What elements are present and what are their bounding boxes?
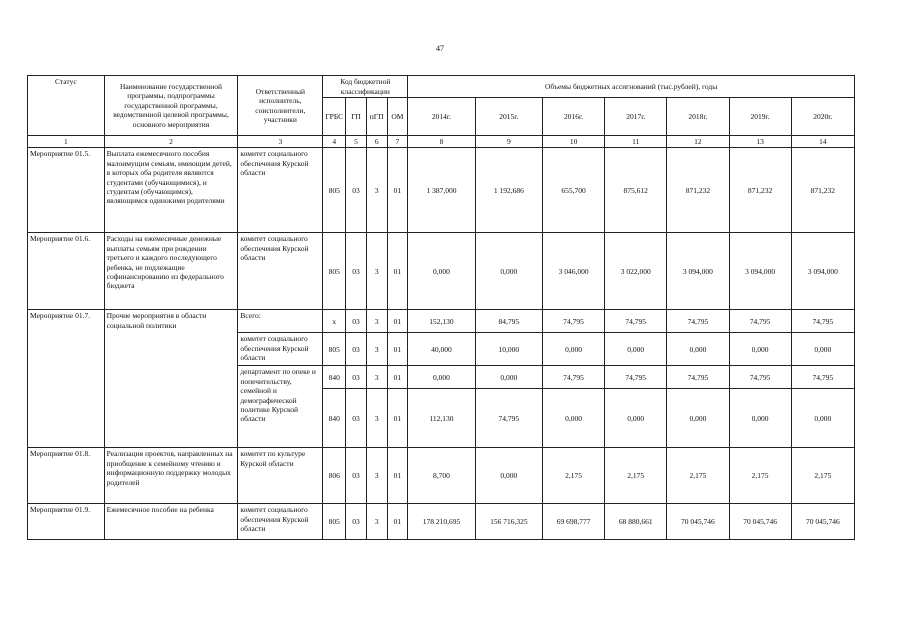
value-cell: 74,795 [791, 366, 854, 389]
header-code: ОМ [387, 98, 408, 136]
header-code: пГП [366, 98, 387, 136]
table-row [28, 310, 855, 333]
code-cell: 805 [323, 148, 346, 233]
header-status: Статус [28, 76, 105, 136]
value-cell: 875,612 [605, 148, 667, 233]
value-cell: 69 698,777 [542, 504, 604, 540]
column-number: 1 [28, 136, 105, 148]
value-cell: 8,700 [408, 448, 475, 504]
header-code: ГРБС [323, 98, 346, 136]
value-cell: 178 210,695 [408, 504, 475, 540]
row-status: Мероприятие 01.6. [28, 233, 105, 310]
code-cell: 3 [366, 148, 387, 233]
column-number: 13 [729, 136, 791, 148]
value-cell: 1 192,686 [475, 148, 542, 233]
column-number: 3 [238, 136, 323, 148]
header-code: ГП [346, 98, 367, 136]
value-cell: 70 045,746 [791, 504, 854, 540]
value-cell: 70 045,746 [667, 504, 729, 540]
code-cell: 03 [346, 504, 367, 540]
value-cell: 0,000 [729, 333, 791, 366]
table-row [28, 448, 855, 504]
value-cell: 84,795 [475, 310, 542, 333]
row-executor: комитет социального обеспечения Курской области [238, 504, 323, 540]
header-year: 2019г. [729, 98, 791, 136]
column-number: 12 [667, 136, 729, 148]
budget-table [27, 75, 855, 540]
row-executor: комитет по культуре Курской области [238, 448, 323, 504]
header-year: 2016г. [542, 98, 604, 136]
value-cell: 2,175 [729, 448, 791, 504]
value-cell: 0,000 [542, 389, 604, 448]
value-cell: 74,795 [605, 366, 667, 389]
code-cell: 805 [323, 504, 346, 540]
column-number: 11 [605, 136, 667, 148]
value-cell: 74,795 [475, 389, 542, 448]
value-cell: 3 094,000 [729, 233, 791, 310]
value-cell: 655,700 [542, 148, 604, 233]
header-year: 2020г. [791, 98, 854, 136]
column-number: 14 [791, 136, 854, 148]
column-number: 4 [323, 136, 346, 148]
code-cell: x [323, 310, 346, 333]
row-name: Расходы на ежемесячные денежные выплаты семьям при рождении третьего и каждого последующего ребенка, не подлежащие софинансированию из федерального бюджета [104, 233, 238, 310]
code-cell: 3 [366, 504, 387, 540]
table-row [28, 148, 855, 233]
code-cell: 03 [346, 310, 367, 333]
row-name: Прочие мероприятия в области социальной политики [104, 310, 238, 448]
column-number: 5 [346, 136, 367, 148]
value-cell: 10,000 [475, 333, 542, 366]
value-cell: 0,000 [605, 389, 667, 448]
value-cell: 871,232 [667, 148, 729, 233]
column-number: 7 [387, 136, 408, 148]
value-cell: 74,795 [542, 366, 604, 389]
code-cell: 03 [346, 448, 367, 504]
code-cell: 01 [387, 448, 408, 504]
code-cell: 806 [323, 448, 346, 504]
value-cell: 0,000 [475, 448, 542, 504]
code-cell: 805 [323, 233, 346, 310]
code-cell: 03 [346, 333, 367, 366]
code-cell: 3 [366, 310, 387, 333]
header-year: 2014г. [408, 98, 475, 136]
row-executor: комитет социального обеспечения Курской области [238, 148, 323, 233]
value-cell: 2,175 [791, 448, 854, 504]
column-number: 8 [408, 136, 475, 148]
table-row [28, 504, 855, 540]
row-name: Выплата ежемесячного пособия малоимущим семьям, имеющим детей, в которых оба родителя являются студентами (обучающимися), и студентам (обучающимся), являющимся одинокими родителями [104, 148, 238, 233]
code-cell: 01 [387, 389, 408, 448]
row-executor: департамент по опеке и попечительству, семейной и демографической политике Курской области [238, 366, 323, 448]
value-cell: 74,795 [605, 310, 667, 333]
header-executor: Ответственный исполнитель, соисполнители, участники [238, 76, 323, 136]
column-number: 2 [104, 136, 238, 148]
value-cell: 74,795 [542, 310, 604, 333]
value-cell: 2,175 [667, 448, 729, 504]
code-cell: 03 [346, 148, 367, 233]
code-cell: 3 [366, 366, 387, 389]
row-status: Мероприятие 01.9. [28, 504, 105, 540]
code-cell: 840 [323, 389, 346, 448]
row-status: Мероприятие 01.8. [28, 448, 105, 504]
code-cell: 3 [366, 448, 387, 504]
header-code-group: Код бюджетной классификации [323, 76, 408, 98]
code-cell: 01 [387, 366, 408, 389]
value-cell: 152,130 [408, 310, 475, 333]
column-number-row [28, 136, 855, 148]
row-status: Мероприятие 01.7. [28, 310, 105, 448]
code-cell: 01 [387, 148, 408, 233]
value-cell: 74,795 [729, 366, 791, 389]
column-number: 10 [542, 136, 604, 148]
value-cell: 0,000 [729, 389, 791, 448]
value-cell: 871,232 [791, 148, 854, 233]
code-cell: 3 [366, 333, 387, 366]
value-cell: 0,000 [667, 333, 729, 366]
header-volumes-group: Объемы бюджетных ассигнований (тыс.рублей), годы [408, 76, 855, 98]
value-cell: 3 094,000 [791, 233, 854, 310]
value-cell: 1 387,000 [408, 148, 475, 233]
value-cell: 0,000 [667, 389, 729, 448]
value-cell: 3 046,000 [542, 233, 604, 310]
value-cell: 0,000 [605, 333, 667, 366]
code-cell: 03 [346, 389, 367, 448]
value-cell: 70 045,746 [729, 504, 791, 540]
column-number: 9 [475, 136, 542, 148]
value-cell: 2,175 [542, 448, 604, 504]
code-cell: 01 [387, 504, 408, 540]
header-year: 2017г. [605, 98, 667, 136]
page-number: 47 [436, 44, 444, 53]
row-status: Мероприятие 01.5. [28, 148, 105, 233]
row-name: Реализация проектов, направленных на приобщение к семейному чтению и информационную поддержку молодых родителей [104, 448, 238, 504]
value-cell: 0,000 [791, 389, 854, 448]
value-cell: 0,000 [542, 333, 604, 366]
row-executor: комитет социального обеспечения Курской области [238, 233, 323, 310]
row-name: Ежемесячное пособие на ребенка [104, 504, 238, 540]
column-number: 6 [366, 136, 387, 148]
code-cell: 3 [366, 389, 387, 448]
value-cell: 112,130 [408, 389, 475, 448]
value-cell: 74,795 [729, 310, 791, 333]
value-cell: 0,000 [475, 366, 542, 389]
table-row [28, 233, 855, 310]
value-cell: 0,000 [791, 333, 854, 366]
value-cell: 3 094,000 [667, 233, 729, 310]
code-cell: 01 [387, 233, 408, 310]
value-cell: 74,795 [667, 310, 729, 333]
row-executor: Всего: [238, 310, 323, 333]
header-year: 2015г. [475, 98, 542, 136]
code-cell: 03 [346, 366, 367, 389]
row-executor: комитет социального обеспечения Курской области [238, 333, 323, 366]
value-cell: 871,232 [729, 148, 791, 233]
value-cell: 0,000 [408, 366, 475, 389]
value-cell: 74,795 [791, 310, 854, 333]
value-cell: 0,000 [408, 233, 475, 310]
value-cell: 74,795 [667, 366, 729, 389]
value-cell: 2,175 [605, 448, 667, 504]
code-cell: 805 [323, 333, 346, 366]
header-year: 2018г. [667, 98, 729, 136]
code-cell: 01 [387, 310, 408, 333]
value-cell: 0,000 [475, 233, 542, 310]
code-cell: 03 [346, 233, 367, 310]
value-cell: 3 022,000 [605, 233, 667, 310]
header-name: Наименование государственной программы, подпрограммы государственной программы, ведомственной целевой программы, основного мероприятия [104, 76, 238, 136]
value-cell: 156 716,325 [475, 504, 542, 540]
code-cell: 01 [387, 333, 408, 366]
code-cell: 3 [366, 233, 387, 310]
value-cell: 68 880,661 [605, 504, 667, 540]
value-cell: 40,000 [408, 333, 475, 366]
code-cell: 840 [323, 366, 346, 389]
